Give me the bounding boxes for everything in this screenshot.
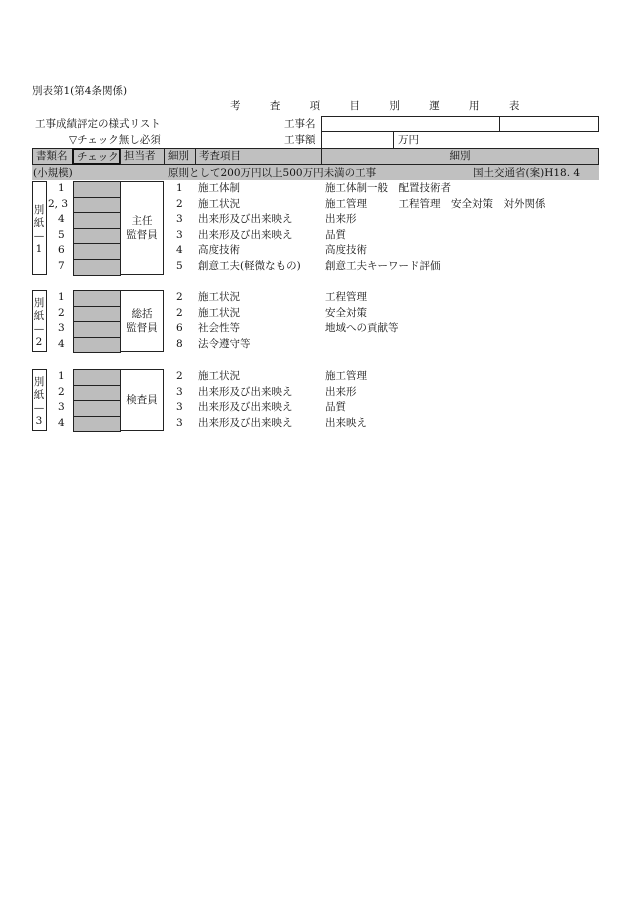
form-list-label: 工事成績評定の様式リスト	[35, 118, 161, 130]
col-saibetsu: 細別	[164, 148, 196, 165]
item-code: 8	[176, 337, 183, 350]
item-code: 4	[176, 244, 183, 257]
kojimei-field[interactable]	[321, 116, 500, 132]
item-name: 創意工夫(軽微なもの)	[198, 260, 301, 272]
check-cell[interactable]	[73, 259, 121, 276]
item-name: 出来形及び出来映え	[198, 213, 293, 226]
row-number: 5	[58, 228, 65, 241]
col-tanto: 担当者	[120, 148, 165, 165]
role-label: 監督員	[126, 322, 158, 335]
check-cell[interactable]	[73, 337, 121, 354]
item-detail: 創意工夫キーワード評価	[325, 260, 441, 272]
item-name: 施工状況	[198, 370, 240, 382]
check-cell[interactable]	[73, 416, 121, 433]
item-detail: 高度技術	[325, 244, 367, 257]
row-number: 1	[58, 291, 65, 303]
item-name: 施工状況	[198, 291, 240, 303]
scale-condition: 原則として200万円以上500万円未満の工事	[168, 167, 377, 179]
item-code: 3	[176, 213, 183, 226]
item-name: 施工状況	[198, 197, 240, 210]
item-code: 1	[176, 182, 183, 194]
item-name: 施工体制	[198, 182, 240, 194]
check-cell[interactable]	[73, 243, 121, 260]
item-name: 施工状況	[198, 306, 240, 319]
item-detail: 出来形	[325, 213, 357, 226]
check-cell[interactable]	[73, 197, 121, 214]
check-note: ▽チェック無し必須	[69, 134, 161, 146]
group-name: 別紙—3	[33, 376, 45, 428]
item-name: 出来形及び出来映え	[198, 385, 293, 398]
scale-label: (小規模)	[33, 167, 73, 179]
header-ref: 別表第1(第4条関係)	[32, 85, 128, 97]
row-number: 1	[58, 370, 65, 382]
page-title: 考 査 項 目 別 運 用 表	[230, 100, 533, 112]
row-number: 2	[58, 385, 65, 398]
row-number: 4	[58, 337, 65, 350]
row-number: 4	[58, 213, 65, 226]
check-cell[interactable]	[73, 369, 121, 386]
col-check: チェック	[72, 148, 121, 165]
kojimei-label: 工事名	[284, 118, 316, 130]
row-number: 6	[58, 244, 65, 257]
check-cell[interactable]	[73, 321, 121, 338]
item-code: 3	[176, 385, 183, 398]
item-detail: 地域への貢献等	[325, 322, 399, 335]
item-name: 高度技術	[198, 244, 240, 257]
item-name: 出来形及び出来映え	[198, 416, 293, 429]
item-detail: 施工管理 工程管理 安全対策 対外関係	[325, 197, 546, 210]
check-cell[interactable]	[73, 385, 121, 402]
item-name: 出来形及び出来映え	[198, 228, 293, 241]
item-code: 3	[176, 416, 183, 429]
item-code: 3	[176, 401, 183, 414]
item-detail: 安全対策	[325, 306, 367, 319]
item-detail: 出来形	[325, 385, 357, 398]
item-detail: 出来映え	[325, 416, 367, 429]
item-code: 2	[176, 197, 183, 210]
row-number: 1	[58, 182, 65, 194]
item-detail: 施工管理	[325, 370, 367, 382]
scale-source: 国土交通省(案)H18. 4	[473, 167, 581, 179]
item-name: 出来形及び出来映え	[198, 401, 293, 414]
row-number: 4	[58, 416, 65, 429]
item-code: 3	[176, 228, 183, 241]
row-number: 3	[58, 322, 65, 335]
role-label: 監督員	[126, 228, 158, 241]
check-cell[interactable]	[73, 228, 121, 245]
item-code: 2	[176, 370, 183, 382]
kojigaku-field[interactable]	[321, 131, 394, 148]
kojimei-field-extra[interactable]	[499, 116, 599, 132]
item-code: 2	[176, 291, 183, 303]
check-cell[interactable]	[73, 290, 121, 307]
col-saibetsu2: 細別	[321, 148, 599, 165]
row-number: 2, 3	[48, 197, 69, 210]
col-koza: 考査項目	[195, 148, 322, 165]
check-cell[interactable]	[73, 306, 121, 323]
col-shorui: 書類名	[32, 148, 73, 165]
group-name: 別紙—1	[33, 203, 45, 255]
check-cell[interactable]	[73, 181, 121, 198]
row-number: 3	[58, 401, 65, 414]
role-label: 総括	[131, 308, 153, 321]
check-cell[interactable]	[73, 212, 121, 229]
item-name: 社会性等	[198, 322, 240, 335]
row-number: 7	[58, 260, 65, 272]
item-detail: 施工体制一般 配置技術者	[325, 182, 451, 194]
group-name: 別紙—2	[33, 297, 45, 349]
row-number: 2	[58, 306, 65, 319]
item-detail: 品質	[325, 228, 346, 241]
check-cell[interactable]	[73, 400, 121, 417]
item-code: 2	[176, 306, 183, 319]
role-label: 検査員	[126, 394, 158, 407]
item-code: 5	[176, 260, 183, 272]
item-code: 6	[176, 322, 183, 335]
item-detail: 品質	[325, 401, 346, 414]
item-name: 法令遵守等	[198, 337, 251, 350]
role-label: 主任	[131, 214, 153, 227]
item-detail: 工程管理	[325, 291, 367, 303]
kojigaku-label: 工事額	[284, 134, 316, 146]
man-yen-unit: 万円	[398, 134, 419, 146]
